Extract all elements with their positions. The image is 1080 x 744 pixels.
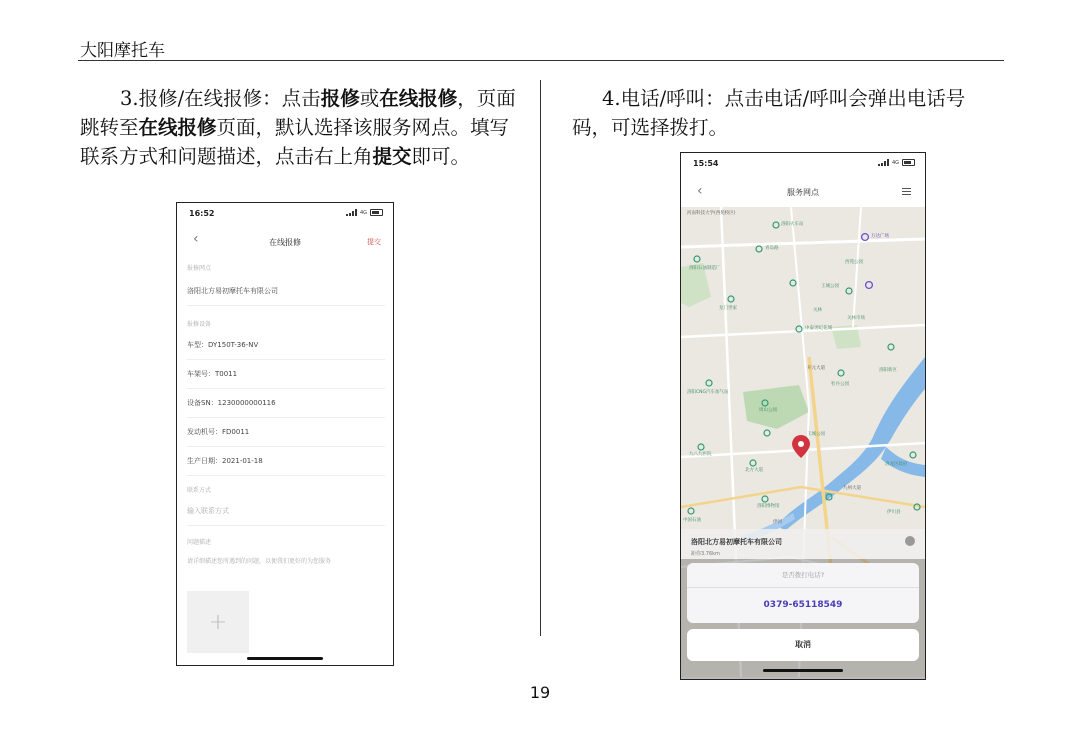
map-label: 中国石油: [683, 518, 701, 523]
section-label-contact: 联系方式: [187, 487, 212, 494]
outlet-name: 洛阳北方易初摩托车有限公司: [691, 538, 782, 546]
network-label: 4G: [891, 160, 899, 166]
production-date-field: 生产日期：2021-01-18: [187, 447, 385, 476]
map-label: 洛阳博物馆: [757, 504, 780, 509]
map-label: 洛龙区政府: [885, 462, 908, 467]
column-divider: [540, 80, 541, 636]
online-repair-screenshot: [176, 202, 394, 666]
map-label: 王城公园: [807, 432, 825, 437]
map-label: 北方大道: [745, 468, 763, 473]
status-icons: [878, 159, 915, 166]
page-title: 服务网点: [787, 188, 819, 197]
map-label: 洛阳火车站: [781, 222, 804, 227]
problem-description-input[interactable]: 请详细描述您所遇到的问题，以便我们更好的为您服务: [187, 558, 332, 565]
map-label: 洛阳石油制造厂: [689, 266, 721, 271]
cancel-button[interactable]: 取消: [687, 629, 919, 661]
battery-icon: [902, 159, 915, 166]
map-label: 中泰世纪花城: [805, 326, 832, 331]
signal-icon: [878, 159, 889, 166]
submit-button[interactable]: 提交: [367, 238, 381, 246]
filter-icon[interactable]: [902, 188, 911, 195]
map-label: 洛阳新区: [879, 368, 897, 373]
status-bar: [177, 203, 393, 225]
document-header-title: 大阳摩托车: [80, 41, 165, 61]
outlet-field[interactable]: 洛阳北方易初摩托车有限公司: [187, 277, 385, 306]
service-outlet-screenshot: [680, 152, 926, 680]
network-label: 4G: [359, 210, 367, 216]
back-chevron-icon[interactable]: ‹: [193, 231, 199, 247]
map-label: 九州大道: [843, 486, 861, 491]
map-label: 开元大道: [807, 366, 825, 371]
map-label: 关林市场: [847, 316, 865, 321]
map-label: 关林: [813, 308, 822, 313]
device-sn-field: 设备SN：1230000000116: [187, 389, 385, 418]
back-chevron-icon[interactable]: ‹: [697, 183, 703, 199]
model-field: 车型：DY150T-36-NV: [187, 331, 385, 360]
call-dialog: [687, 563, 919, 623]
status-icons: [346, 209, 383, 216]
page-title: 在线报修: [269, 238, 301, 247]
dial-number-button[interactable]: 0379-65118549: [763, 600, 843, 610]
map-label: 西苑公园: [845, 260, 863, 265]
map-label: 王城公园: [821, 284, 839, 289]
status-bar: [681, 153, 925, 175]
contact-input[interactable]: 输入联系方式: [187, 497, 385, 526]
dialog-divider: [687, 587, 919, 588]
left-paragraph: 3.报修/在线报修：点击报修或在线报修，页面跳转至在线报修页面，默认选择该服务网点。填写联系方式和问题描述，点击右上角提交即可。: [80, 87, 516, 168]
map-label: 牡丹公园: [831, 382, 849, 387]
status-time: 15:54: [693, 159, 719, 168]
header-divider: [78, 60, 1004, 61]
home-indicator: [763, 669, 843, 672]
signal-icon: [346, 209, 357, 216]
map-label: 青岛路: [765, 246, 779, 251]
outlet-distance: 距你3.76km: [691, 551, 720, 557]
engine-number-field: 发动机号：FD0011: [187, 418, 385, 447]
map-label: 龙门世家: [719, 306, 737, 311]
section-label-problem: 问题描述: [187, 539, 212, 546]
page-number: 19: [529, 683, 551, 702]
map-label: 周山公园: [759, 408, 777, 413]
battery-icon: [370, 209, 383, 216]
map-label: 九八九医院: [689, 452, 712, 457]
home-indicator: [247, 657, 323, 660]
right-paragraph: 4.电话/呼叫：点击电话/呼叫会弹出电话号码，可选择拨打。: [572, 87, 966, 139]
status-time: 16:52: [189, 209, 215, 218]
map-label: 伊川县: [887, 510, 901, 515]
section-label-outlet: 报修网点: [187, 265, 212, 272]
outlet-info-bar: [681, 529, 925, 559]
image-upload-button[interactable]: [187, 591, 249, 653]
section-label-device: 报修设备: [187, 321, 212, 328]
frame-number-field: 车架号：T0011: [187, 360, 385, 389]
map-label: 河南科技大学(西苑校区): [687, 211, 736, 216]
map-label: 伊河: [773, 520, 782, 525]
plus-icon: +: [208, 609, 228, 635]
map-label: 洛阳CNG汽车加气站: [687, 390, 729, 395]
map-label: 万达广场: [871, 234, 889, 239]
nav-bar: [681, 175, 925, 207]
dialog-prompt: 是否拨打电话?: [781, 571, 825, 579]
navigate-icon[interactable]: [905, 536, 915, 546]
